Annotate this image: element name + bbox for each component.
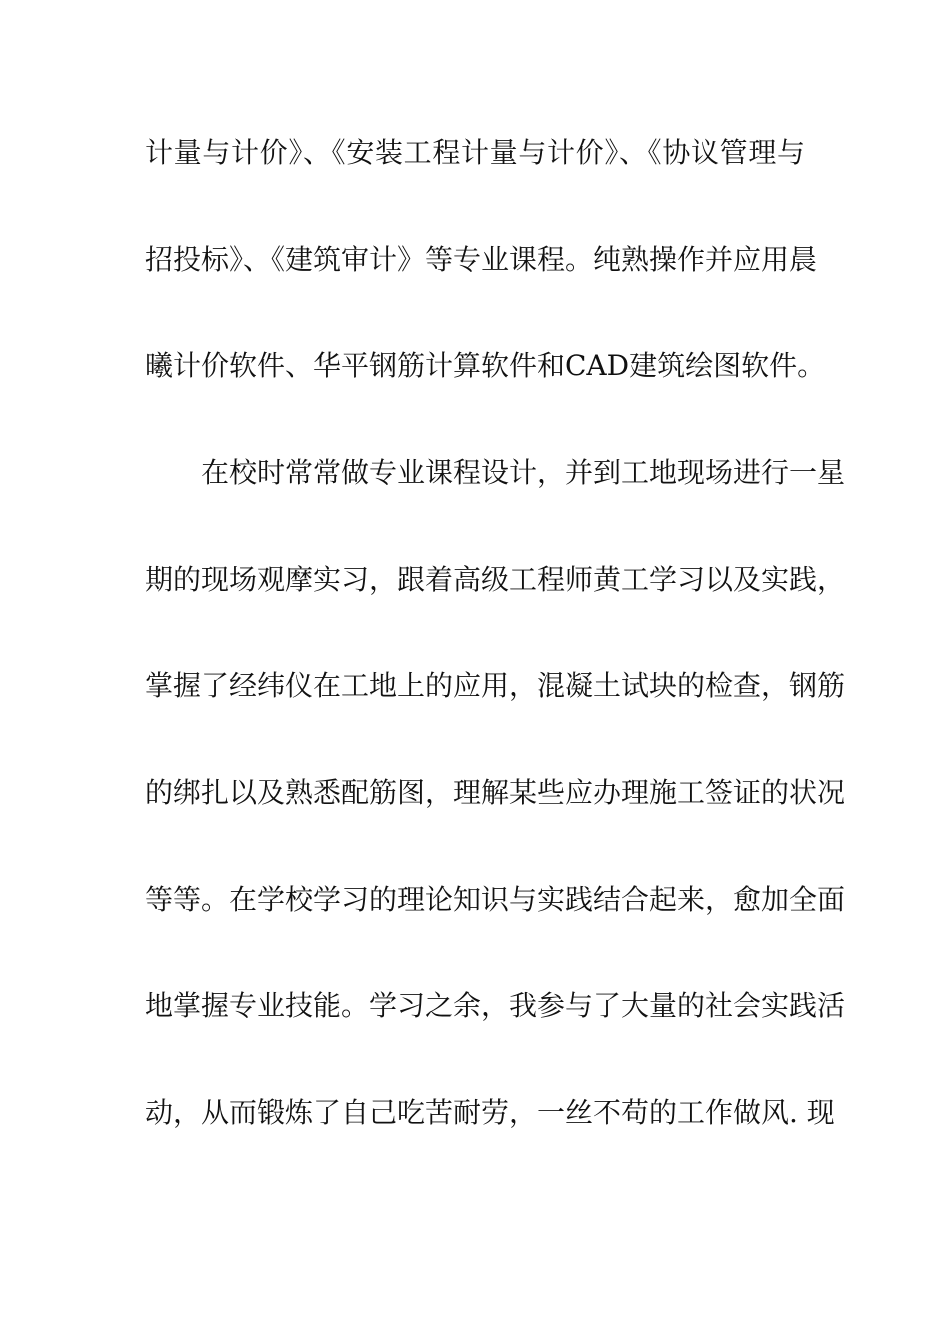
text-line-3: 曦计价软件、华平钢筋计算软件和CAD建筑绘图软件。 bbox=[145, 349, 826, 382]
text-line-2: 招投标》、《建筑审计》等专业课程。纯熟操作并应用晨 bbox=[145, 243, 818, 276]
text-line-1: 计量与计价》、《安装工程计量与计价》、《协议管理与 bbox=[145, 136, 805, 169]
text-line-6: 掌握了经纬仪在工地上的应用，混凝土试块的检查，钢筋 bbox=[145, 669, 846, 702]
text-line-7: 的绑扎以及熟悉配筋图，理解某些应办理施工签证的状况 bbox=[145, 776, 846, 809]
text-line-4: 在校时常常做专业课程设计，并到工地现场进行一星 bbox=[201, 456, 846, 489]
text-line-9: 地掌握专业技能。学习之余，我参与了大量的社会实践活 bbox=[145, 989, 846, 1022]
text-line-10: 动，从而锻炼了自己吃苦耐劳，一丝不苟的工作做风. 现 bbox=[145, 1096, 835, 1129]
text-line-5: 期的现场观摩实习，跟着高级工程师黄工学习以及实践， bbox=[145, 563, 846, 596]
text-line-8: 等等。在学校学习的理论知识与实践结合起来，愈加全面 bbox=[145, 883, 846, 916]
